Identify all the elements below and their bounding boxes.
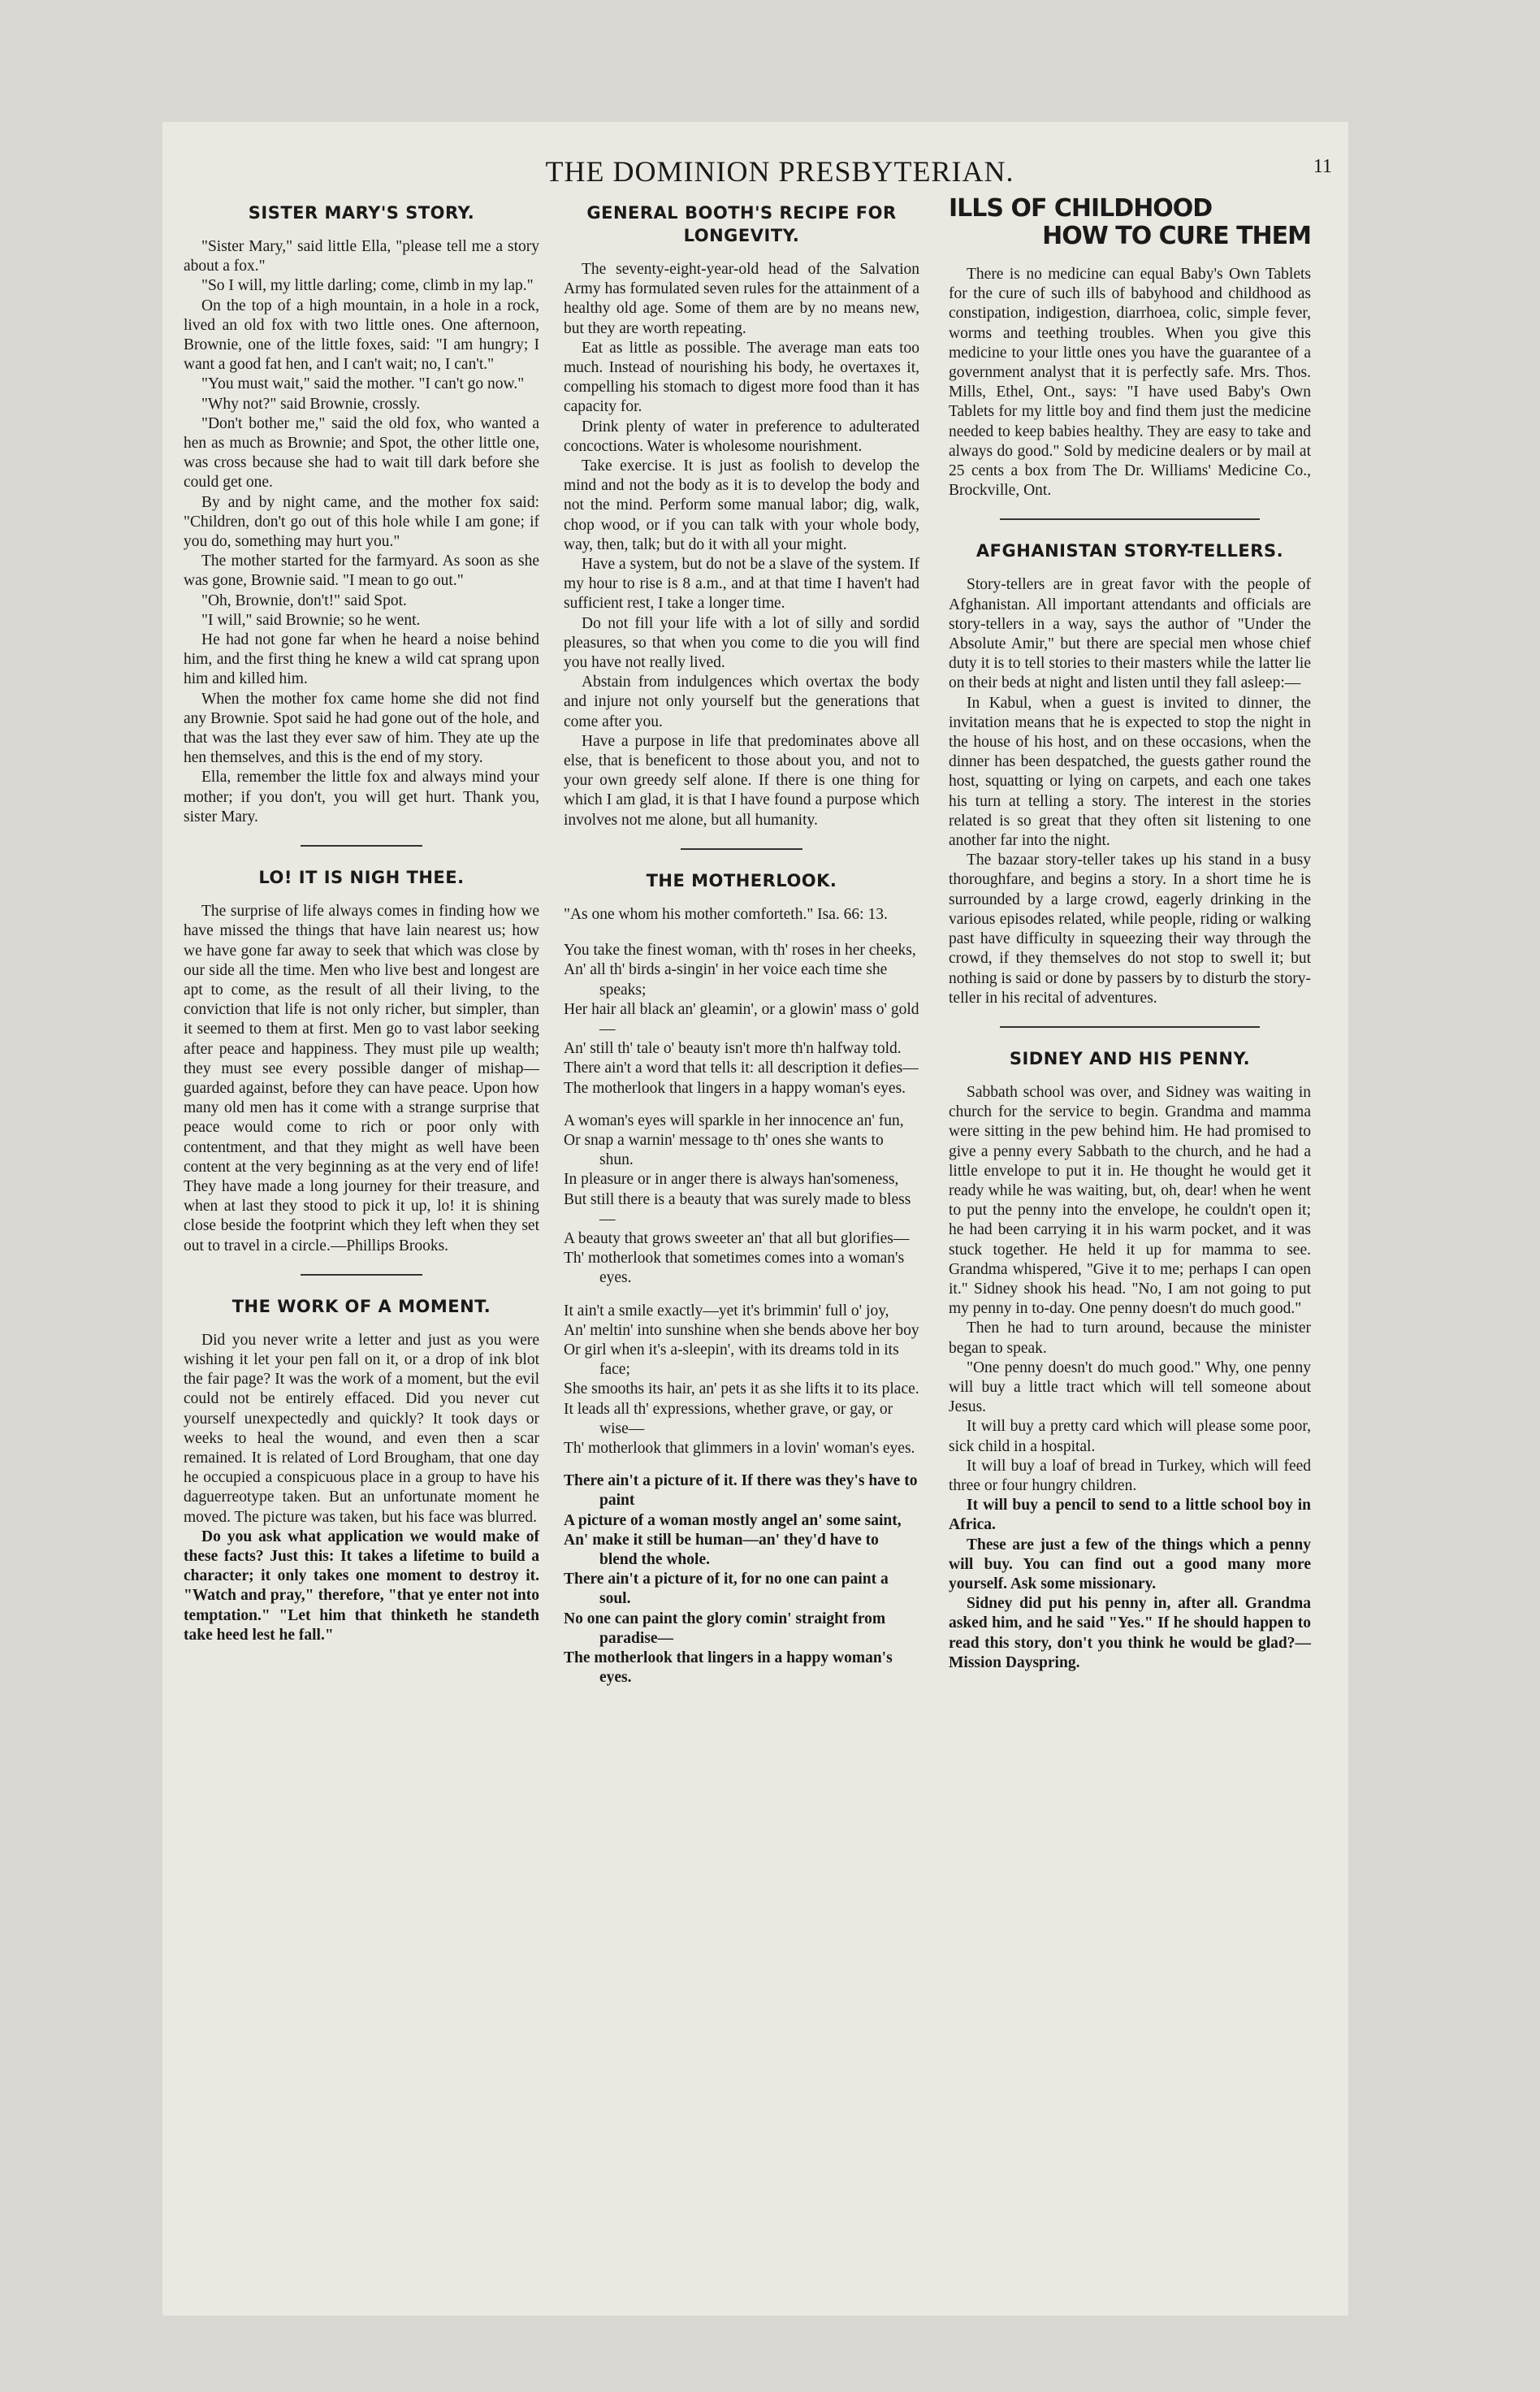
- poem-line: It ain't a smile exactly—yet it's brimmin' full o' joy,: [564, 1302, 889, 1320]
- paragraph: On the top of a high mountain, in a hole in a rock, lived an old fox with two little ones. One afternoon, Brownie, one of the little foxes, said: "I am hungry; I want a good fat hen, and I can't wait; no, I can't.": [184, 297, 539, 374]
- poem-line: Th' motherlook that sometimes comes into a woman's eyes.: [564, 1250, 905, 1287]
- paragraph: When the mother fox came home she did not find any Brownie. Spot said he had gone out of the hole, and that was the last they ever saw of him. They ate up the hen themselves, and this is the end of my story.: [184, 690, 539, 767]
- poem-line: There ain't a word that tells it: all description it defies—: [564, 1060, 919, 1077]
- paragraph: It will buy a pretty card which will please some poor, sick child in a hospital.: [949, 1418, 1311, 1455]
- article-lo-it-is-nigh-thee: [184, 866, 539, 1256]
- paragraph: By and by night came, and the mother fox said: "Children, don't go out of this hole while I am gone; if you do, something may hurt you.": [184, 493, 539, 551]
- poem-line: There ain't a picture of it. If there was they's have to paint: [564, 1472, 918, 1510]
- poem-stanza: [564, 1302, 919, 1459]
- paragraph: The surprise of life always comes in finding how we have missed the things that have lain nearest us; how we have gone far away to seek that which was close by our side all the time. Men who live best and longest are apt to come, as the result of all their living, to the conviction that life is not only richer, but simpler, than it seemed to them at first. Men go to vast labor seeking after peace and happiness. They must pile up wealth; they must see every possible danger of mishap—guarded against, before they can have peace. Upon how many old men has it come with a strange surprise that peace would come to rich or poor only with contentment, and that they might as well have been content at the very beginning as at the very end of life! They have made a long journey for their treasure, and when at last they stood to pick it up, lo! it is shining close beside the footprint which they left when they set out to travel in a circle.—Phillips Brooks.: [184, 903, 539, 1254]
- poem-line: Th' motherlook that glimmers in a lovin' woman's eyes.: [564, 1439, 915, 1457]
- paragraph: Story-tellers are in great favor with the people of Afghanistan. All important attendants and officials are story-tellers in a way, says the author of "Under the Absolute Amir," but there are special men whose chief duty it is to tell stories to their masters while the latter lie on their beds at night and listen until they fall asleep:—: [949, 576, 1311, 692]
- paragraph: It will buy a loaf of bread in Turkey, which will feed three or four hungry children.: [949, 1457, 1311, 1494]
- ad-heading-secondary: HOW TO CURE THEM: [1042, 222, 1311, 250]
- paragraph: Ella, remember the little fox and always mind your mother; if you don't, you will get hurt. Thank you, sister Mary.: [184, 769, 539, 826]
- article-heading: THE WORK OF A MOMENT.: [231, 1296, 491, 1316]
- scripture-citation: "As one whom his mother comforteth." Isa. 66: 13.: [564, 905, 888, 923]
- poem-line: The motherlook that lingers in a happy woman's eyes.: [564, 1079, 906, 1097]
- article-heading: AFGHANISTAN STORY-TELLERS.: [975, 541, 1284, 561]
- article-heading: GENERAL BOOTH'S RECIPE FOR LONGEVITY.: [586, 203, 897, 245]
- poem-line: Her hair all black an' gleamin', or a glowin' mass o' gold—: [564, 1000, 919, 1038]
- poem-line: It leads all th' expressions, whether grave, or gay, or wise—: [564, 1400, 893, 1437]
- article-sidney-and-his-penny: [949, 1047, 1311, 1673]
- paragraph: "So I will, my little darling; come, climb in my lap.": [201, 277, 534, 295]
- divider: [1000, 1026, 1260, 1028]
- poem-line: The motherlook that lingers in a happy woman's eyes.: [564, 1649, 893, 1687]
- paragraph: "One penny doesn't do much good." Why, one penny will buy a little tract which will tell someone about Jesus.: [949, 1358, 1311, 1416]
- paragraph: The seventy-eight-year-old head of the Salvation Army has formulated seven rules for the attainment of a healthy old age. Some of them are by no means new, but they are worth repeating.: [564, 261, 919, 337]
- newspaper-title: THE DOMINION PRESBYTERIAN.: [545, 155, 1014, 188]
- poem-stanza: [564, 1112, 919, 1289]
- paragraph: Sabbath school was over, and Sidney was waiting in church for the service to begin. Grandma and mamma were sitting in the pew behind him. He had promised to give a penny every Sabbath to the church, and he had a little envelope to put it in. He thought he would get it ready while he was waiting, but, oh, dear! when he went to put the penny into the envelope, he couldn't open it; he had been carrying it in his warm pocket, and it was stuck together. He held it up for mamma to see. Grandma whispered, "Give it to me; perhaps I can open it." Sidney shook his head. "No, I am not going to put my penny in to-day. One penny doesn't do much good.": [949, 1083, 1311, 1318]
- divider: [301, 845, 422, 847]
- article-body: [949, 575, 1311, 1008]
- paragraph: These are just a few of the things which a penny will buy. You can find out a good many more yourself. Ask some missionary.: [949, 1536, 1311, 1592]
- masthead: [162, 154, 1348, 187]
- article-heading: LO! IT IS NIGH THEE.: [258, 868, 465, 888]
- article-body: [184, 902, 539, 1256]
- paragraph: "Don't bother me," said the old fox, who wanted a hen as much as Brownie; and Spot, the other little one, was cross because she had to wait till dark before she could get one.: [184, 414, 539, 492]
- article-body: [949, 1083, 1311, 1673]
- poem-line: A picture of a woman mostly angel an' some saint,: [564, 1511, 902, 1529]
- article-the-motherlook: [564, 869, 919, 1688]
- poem-line: An' meltin' into sunshine when she bends above her boy: [564, 1321, 919, 1339]
- paragraph: Did you never write a letter and just as you were wishing it let your pen fall on it, or a drop of ink blot the fair page? It was the work of a moment, but the evil could not be entirely effaced. Did you never cut yourself unexpectedly and quickly? It took days or weeks to heal the wound, and even then a scar remained. It is related of Lord Brougham, that one day he occupied a conspicuous place in a group to have his daguerreotype taken. But an unfortunate moment he moved. The picture was taken, but his face was blurred.: [184, 1331, 539, 1526]
- paragraph: "Why not?" said Brownie, crossly.: [201, 395, 421, 413]
- article-sister-marys-story: [184, 202, 539, 827]
- poem-line: There ain't a picture of it, for no one can paint a soul.: [564, 1571, 889, 1608]
- article-afghanistan-story-tellers: [949, 540, 1311, 1008]
- paragraph: Then he had to turn around, because the minister began to speak.: [949, 1320, 1311, 1357]
- poem-line: Or girl when it's a-sleepin', with its dreams told in its face;: [564, 1341, 899, 1379]
- paragraph: "Sister Mary," said little Ella, "please tell me a story about a fox.": [184, 238, 539, 275]
- article-heading: SIDNEY AND HIS PENNY.: [1009, 1048, 1251, 1068]
- poem-line: She smooths its hair, an' pets it as she lifts it to its place.: [564, 1380, 919, 1398]
- paragraph: Take exercise. It is just as foolish to develop the mind and not the body as it is to develop the body and not the mind. Perform some manual labor; dig, walk, chop wood, or if you can talk with your whole body, way, then, talk; but do it with all your might.: [564, 457, 919, 553]
- poem-line: A woman's eyes will sparkle in her innocence an' fun,: [564, 1112, 904, 1129]
- paragraph: In Kabul, when a guest is invited to dinner, the invitation means that he is expected to stop the night in the house of his host, and on these occasions, when the dinner has been despatched, the guests gather round the host, squatting or lying on carpets, and each one takes his turn at telling a story. The interest in the stories related is so great that they often sit listening to one another far into the night.: [949, 694, 1311, 850]
- paragraph: Eat as little as possible. The average man eats too much. Instead of nourishing his body, he overtaxes it, compelling his stomach to digest more food than it has capacity for.: [564, 339, 919, 416]
- article-body: [564, 260, 919, 830]
- paragraph: The bazaar story-teller takes up his stand in a busy thoroughfare, and begins a story. In a short time he is surrounded by a large crowd, eagerly drinking in the various episodes related, while people, riding or walking past have difficulty in squeezing their way through the crowd, if they themselves do not stop to swell it; but nothing is said or done by passers by to disturb the story-teller in his recital of adventures.: [949, 852, 1311, 1007]
- paragraph: "You must wait," said the mother. "I can't go now.": [201, 375, 525, 393]
- poem-line: But still there is a beauty that was surely made to bless—: [564, 1190, 911, 1228]
- paragraph: There is no medicine can equal Baby's Own Tablets for the cure of such ills of babyhood and childhood as constipation, indigestion, diarrhoea, colic, simple fever, worms and teething troubles. When you give this medicine to your little ones you have the guarantee of a government analyst that it is perfectly safe. Mrs. Thos. Mills, Ethel, Ont., says: "I have used Baby's Own Tablets for my little boy and find them just the medicine needed to keep babies healthy. They are easy to take and always do good." Sold by medicine dealers or by mail at 25 cents a box from The Dr. Williams' Medicine Co., Brockville, Ont.: [949, 266, 1311, 500]
- poem-line: In pleasure or in anger there is always han'someness,: [564, 1171, 899, 1189]
- paragraph: Drink plenty of water in preference to adulterated concoctions. Water is wholesome nourishment.: [564, 418, 919, 455]
- divider: [681, 848, 802, 850]
- poem-stanza: [564, 941, 919, 1098]
- poem-line: An' still th' tale o' beauty isn't more th'n halfway told.: [564, 1040, 902, 1058]
- paragraph: The mother started for the farmyard. As soon as she was gone, Brownie said. "I mean to go out.": [184, 552, 539, 590]
- article-body: [184, 237, 539, 827]
- paragraph: "I will," said Brownie; so he went.: [201, 611, 421, 629]
- poem-line: No one can paint the glory comin' straight from paradise—: [564, 1610, 886, 1647]
- poem-line: An' make it still be human—an' they'd have to blend the whole.: [564, 1531, 879, 1568]
- divider: [301, 1274, 422, 1276]
- paragraph: He had not gone far when he heard a noise behind him, and the first thing he knew a wild cat sprang upon him and killed him.: [184, 631, 539, 688]
- paragraph: Do you ask what application we would make of these facts? Just this: It takes a lifetime to build a character; it only takes one moment to destroy it. "Watch and pray," therefore, "that ye enter not into temptation." "Let him that thinketh he standeth take heed lest he fall.": [184, 1528, 539, 1644]
- paragraph: Have a purpose in life that predominates above all else, that is beneficent to those about you, and not to your own greedy self alone. If there is one thing for which I am glad, it is that I have found a purpose which involves not me alone, but all humanity.: [564, 732, 919, 829]
- ad-heading-primary: ILLS OF CHILDHOOD: [949, 194, 1213, 223]
- paragraph: Have a system, but do not be a slave of the system. If my hour to rise is 8 a.m., and at that time I haven't had sufficient rest, I take a longer time.: [564, 556, 919, 613]
- poem-body: [564, 941, 919, 1688]
- poem-line: An' all th' birds a-singin' in her voice each time she speaks;: [564, 961, 888, 999]
- article-heading: THE MOTHERLOOK.: [646, 870, 837, 890]
- ad-body: [949, 265, 1311, 500]
- paragraph: Sidney did put his penny in, after all. Grandma asked him, and he said "Yes." If he should happen to read this story, don't you think he would be glad?—Mission Dayspring.: [949, 1595, 1311, 1671]
- poem-line: A beauty that grows sweeter an' that all but glorifies—: [564, 1229, 910, 1247]
- divider: [1000, 518, 1260, 520]
- page-number: 11: [1313, 156, 1332, 177]
- article-work-of-a-moment: [184, 1295, 539, 1645]
- article-body: [184, 1331, 539, 1645]
- column-1: [184, 195, 539, 1645]
- poem-line: You take the finest woman, with th' roses in her cheeks,: [564, 942, 916, 960]
- article-heading: SISTER MARY'S STORY.: [248, 203, 475, 223]
- paragraph: Do not fill your life with a lot of silly and sordid pleasures, so that when you come to die you will find you have not really lived.: [564, 614, 919, 672]
- paragraph: It will buy a pencil to send to a little school boy in Africa.: [949, 1497, 1311, 1534]
- poem-stanza: [564, 1471, 919, 1688]
- paragraph: "Oh, Brownie, don't!" said Spot.: [201, 592, 407, 609]
- advertisement-ills-of-childhood: [949, 195, 1311, 500]
- paragraph: Abstain from indulgences which overtax the body and injure not only yourself but the generations that come after you.: [564, 674, 919, 730]
- column-2: [564, 195, 919, 1701]
- poem-line: Or snap a warnin' message to th' ones she wants to shun.: [564, 1131, 884, 1169]
- article-general-booth: [564, 202, 919, 830]
- column-3: [949, 195, 1311, 1673]
